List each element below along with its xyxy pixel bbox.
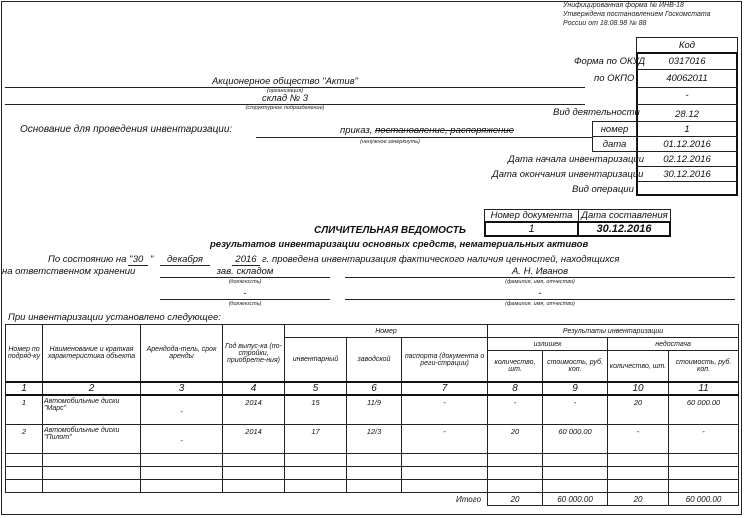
operation-label: Вид операции	[572, 184, 634, 195]
person-1-caption: (фамилия, имя, отчество)	[505, 279, 575, 285]
okud-value: 0317016	[668, 56, 706, 67]
col-num: 7	[402, 382, 488, 395]
division-code-value: -	[685, 90, 689, 101]
position-2-caption: (должность)	[228, 301, 262, 307]
okpo-label: по ОКПО	[594, 73, 635, 84]
person-2-line	[345, 299, 735, 300]
codes-line	[636, 121, 738, 122]
table-row	[6, 425, 739, 454]
start-date-value: 02.12.2016	[663, 154, 711, 165]
col-num: 4	[223, 382, 285, 395]
header-year: Год выпус-ка (по-стройки, приобрете-ния)	[223, 325, 285, 383]
col-num: 8	[488, 382, 543, 395]
header-surplus: излишек	[488, 338, 608, 351]
table-row-empty	[6, 467, 739, 480]
basis-struck: постановление, распоряжение	[375, 125, 514, 136]
date-label: дата	[592, 136, 637, 152]
total-surplus-cost: 60 000.00	[543, 493, 608, 506]
col-num: 3	[141, 382, 223, 395]
codes-line	[636, 87, 738, 88]
form-line-3: России от 18.08.98 № 88	[563, 20, 647, 27]
state-prefix: По состоянию на "	[48, 254, 133, 265]
position-1: зав. складом	[216, 266, 274, 277]
header-rent: Арендода-тель, срок аренды	[141, 325, 223, 383]
row-factory: 12/3	[347, 425, 402, 454]
basis-value	[340, 125, 514, 136]
established-label: При инвентаризации установлено следующее:	[8, 312, 221, 323]
row-shortage-qty: -	[608, 425, 669, 454]
header-inv: инвентарный	[285, 338, 347, 383]
form-line-1: Унифицированная форма № ИНВ-18	[563, 2, 684, 9]
position-2: -	[243, 288, 247, 299]
okud-label: Форма по ОКУД	[574, 56, 646, 67]
activity-label: Вид деятельности	[553, 107, 640, 118]
col-num: 5	[285, 382, 347, 395]
state-quote: "	[150, 254, 154, 265]
org-name: Акционерное общество "Актив"	[211, 76, 359, 87]
state-year: 2016	[235, 254, 257, 265]
col-num: 2	[43, 382, 141, 395]
row-year: 2014	[223, 395, 285, 425]
date-value: 01.12.2016	[663, 139, 711, 150]
row-shortage-cost: -	[669, 425, 739, 454]
header-shortage: недостача	[608, 338, 739, 351]
end-date-label: Дата окончания инвентаризации	[492, 169, 644, 180]
col-num: 11	[669, 382, 739, 395]
custody-label: на ответственном хранении	[2, 266, 136, 277]
codes-line	[636, 181, 738, 182]
doc-date-header: Дата составления	[578, 209, 671, 222]
total-label: Итого	[455, 494, 482, 504]
number-value: 1	[684, 124, 690, 135]
col-num: 1	[6, 382, 43, 395]
header-results: Результаты инвентаризации	[488, 325, 739, 338]
row-factory: 11/9	[347, 395, 402, 425]
division-caption: (структурное подразделение)	[245, 105, 325, 111]
comparison-table	[5, 324, 739, 506]
row-passport: -	[402, 425, 488, 454]
table-row-empty	[6, 480, 739, 493]
row-surplus-qty: -	[488, 395, 543, 425]
row-rent: -	[141, 395, 223, 425]
table-row-empty	[6, 454, 739, 467]
start-date-label: Дата начала инвентаризации	[508, 154, 644, 165]
basis-plain: приказ,	[340, 125, 373, 136]
header-shortage-qty: количество, шт.	[608, 351, 669, 383]
header-number: Номер	[285, 325, 488, 338]
row-surplus-qty: 20	[488, 425, 543, 454]
state-day: 30	[132, 254, 144, 265]
total-row	[6, 493, 739, 506]
okpo-value: 40062011	[666, 73, 708, 84]
number-label: номер	[592, 121, 637, 137]
header-passport: паспорта (документа о реги-страции)	[402, 338, 488, 383]
basis-caption: (ненужное зачеркнуть)	[359, 139, 421, 145]
codes-line	[636, 166, 738, 167]
person-1-line	[345, 277, 735, 278]
org-caption: (организация)	[266, 88, 304, 94]
header-surplus-qty: количество, шт.	[488, 351, 543, 383]
row-surplus-cost: -	[543, 395, 608, 425]
codes-line	[636, 136, 738, 137]
header-num: Номер по подряд-ку	[6, 325, 43, 383]
person-1: А. Н. Иванов	[511, 266, 569, 277]
basis-line	[256, 137, 592, 138]
row-num: 2	[6, 425, 43, 454]
header-surplus-cost: стоимость, руб. коп.	[543, 351, 608, 383]
col-num: 9	[543, 382, 608, 395]
header-shortage-cost: стоимость, руб. коп.	[669, 351, 739, 383]
codes-line	[636, 104, 738, 105]
doc-num-value: 1	[484, 221, 579, 237]
row-inv: 15	[285, 395, 347, 425]
form-line-2: Утверждена постановлением Госкомстата	[563, 11, 711, 18]
codes-line	[636, 69, 738, 70]
total-surplus-qty: 20	[488, 493, 543, 506]
row-year: 2014	[223, 425, 285, 454]
basis-label: Основание для проведения инвентаризации:	[20, 124, 233, 135]
row-passport: -	[402, 395, 488, 425]
row-shortage-qty: 20	[608, 395, 669, 425]
row-rent: -	[141, 425, 223, 454]
row-inv: 17	[285, 425, 347, 454]
doc-title: СЛИЧИТЕЛЬНАЯ ВЕДОМОСТЬ	[314, 225, 466, 236]
division-name: склад № 3	[262, 93, 308, 104]
header-name: Наименование и краткая характеристика объекта	[43, 325, 141, 383]
kod-header: Код	[636, 37, 738, 53]
person-2-caption: (фамилия, имя, отчество)	[505, 301, 575, 307]
doc-subtitle: результатов инвентаризации основных средств, нематериальных активов	[210, 239, 589, 250]
total-shortage-cost: 60 000.00	[669, 493, 739, 506]
col-num: 10	[608, 382, 669, 395]
row-surplus-cost: 60 000.00	[543, 425, 608, 454]
codes-line	[636, 151, 738, 152]
position-1-caption: (должность)	[228, 279, 262, 285]
person-2: -	[538, 288, 542, 299]
total-shortage-qty: 20	[608, 493, 669, 506]
end-date-value: 30.12.2016	[663, 169, 711, 180]
doc-date-value: 30.12.2016	[577, 221, 671, 237]
col-num: 6	[347, 382, 402, 395]
table-row	[6, 395, 739, 425]
state-month: декабря	[167, 254, 203, 265]
row-num: 1	[6, 395, 43, 425]
activity-value: 28.12	[675, 109, 699, 120]
row-name: Автомобильные диски "Марс"	[43, 395, 141, 425]
doc-num-header: Номер документа	[484, 209, 579, 222]
position-2-line	[160, 299, 330, 300]
position-1-line	[160, 277, 330, 278]
state-suffix: г. проведена инвентаризация фактического наличия ценностей, находящихся	[262, 254, 620, 265]
row-shortage-cost: 60 000.00	[669, 395, 739, 425]
header-factory: заводской	[347, 338, 402, 383]
row-name: Автомобильные диски "Пилот"	[43, 425, 141, 454]
